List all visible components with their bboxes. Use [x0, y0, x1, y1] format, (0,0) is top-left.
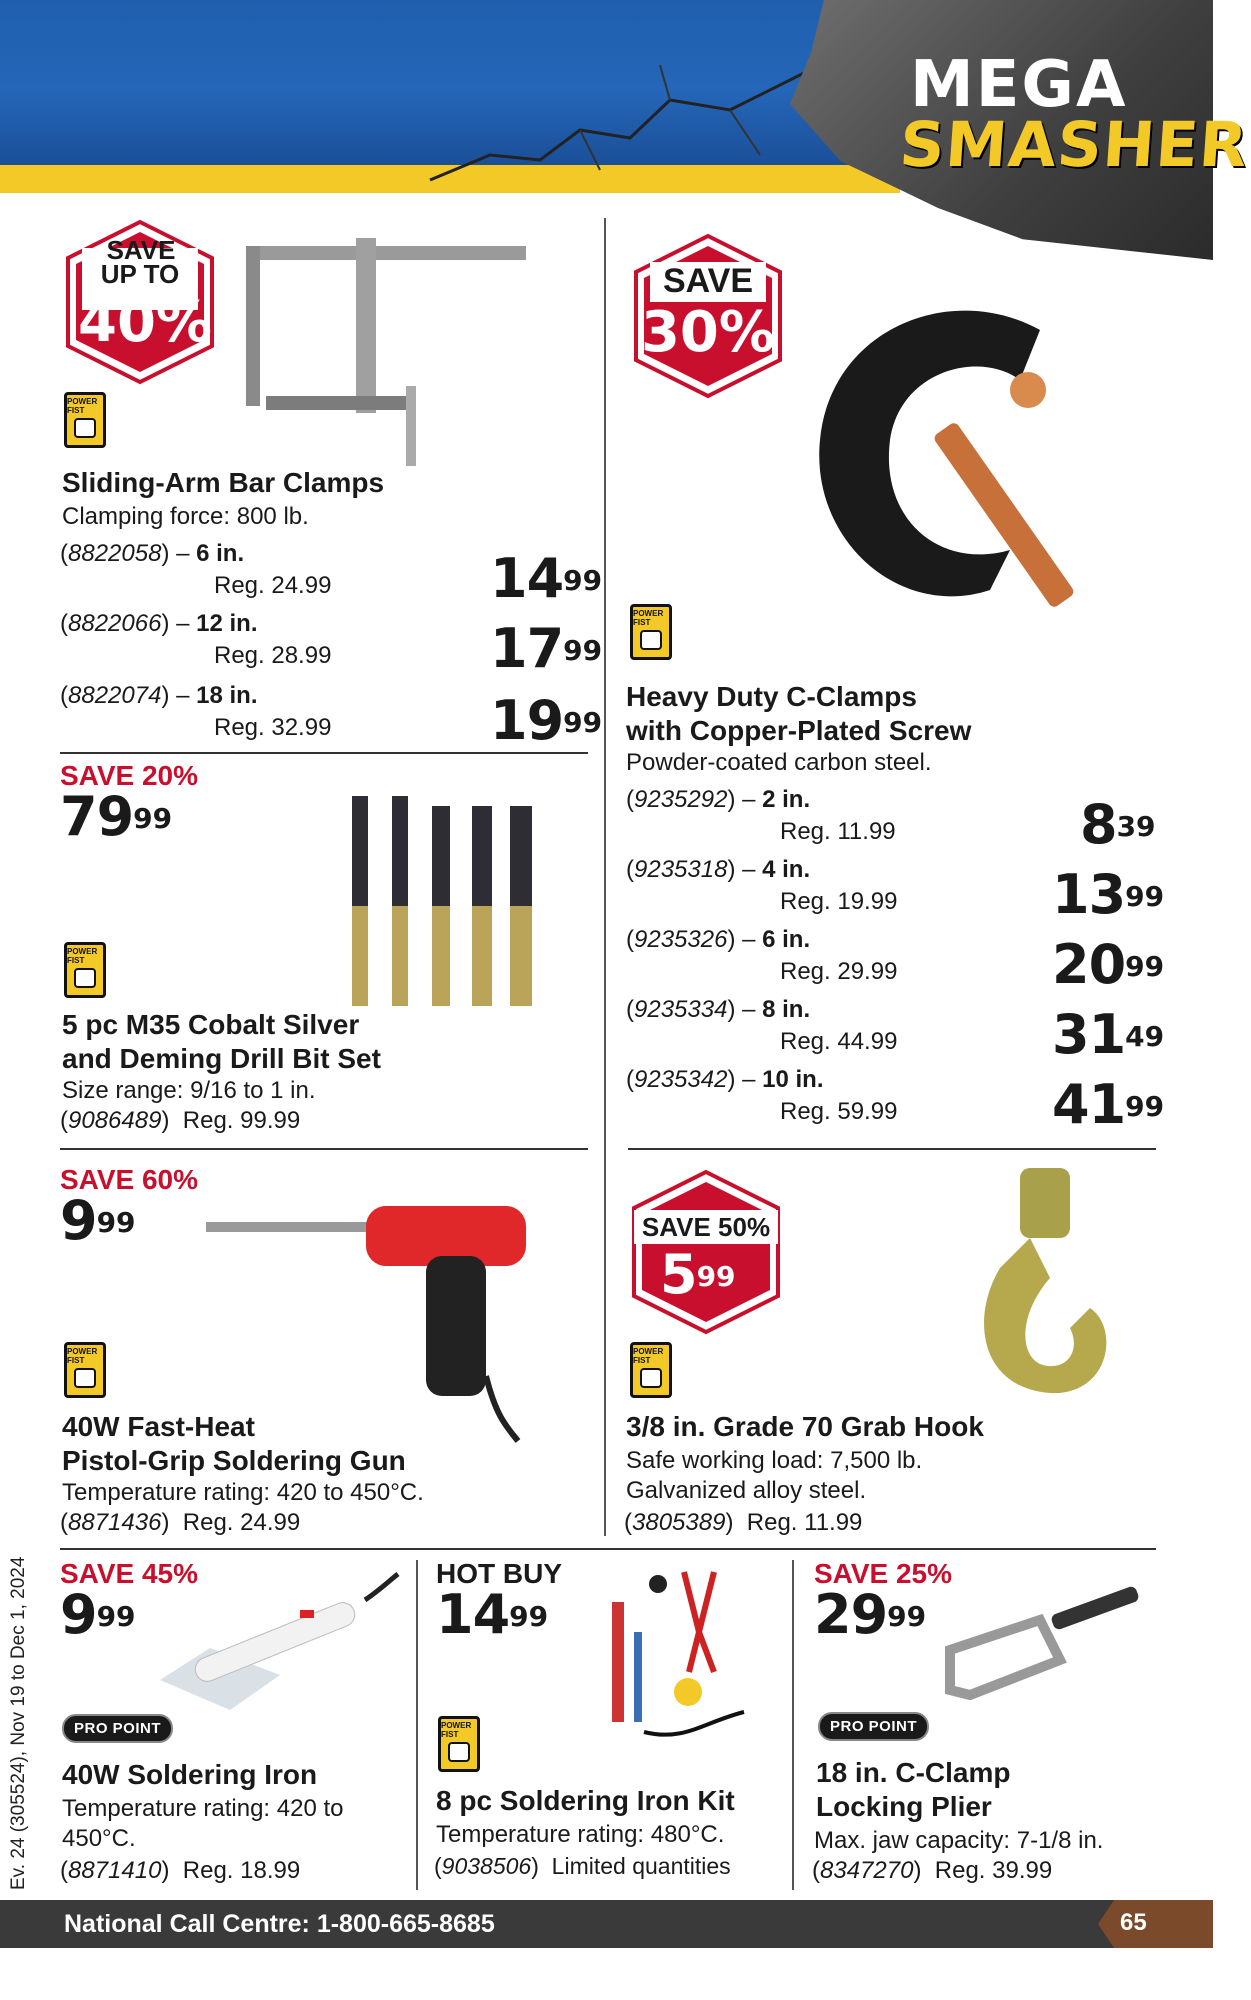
pro-point-logo: PRO POINT [818, 1712, 929, 1741]
product-title: 5 pc M35 Cobalt Silver [62, 1009, 360, 1040]
header-title-smasher: SMASHER [897, 108, 1251, 181]
sale-price: $79^{99}$ [60, 785, 173, 848]
sku-qty-line: (9038506) Limited quantities [434, 1853, 731, 1879]
badge-save-text: SAVE [106, 235, 176, 265]
sale-price: $29^{99}$ [814, 1583, 927, 1646]
hot-buy-label: HOT BUY [436, 1558, 562, 1589]
variant-sale-price: $19^{99}$ [490, 689, 603, 752]
badge-percent: 40% [78, 290, 213, 355]
save-label: SAVE 45% [60, 1558, 198, 1589]
product-title: Pistol-Grip Soldering Gun [62, 1445, 406, 1476]
variant-sku-line: (9235334) – 8 in. [626, 996, 811, 1023]
product-title: 8 pc Soldering Iron Kit [436, 1785, 735, 1816]
power-fist-logo: POWER FIST [64, 942, 106, 998]
power-fist-logo: POWER FIST [64, 1342, 106, 1398]
sale-price: $14^{99}$ [436, 1583, 549, 1646]
variant-sale-price: $13^{99}$ [1052, 863, 1165, 926]
variant-sale-price: $8^{39}$ [1080, 793, 1156, 856]
product-title: 3/8 in. Grade 70 Grab Hook [626, 1411, 984, 1442]
column-divider [416, 1560, 418, 1890]
drill-bits-image [340, 786, 540, 1016]
product-title: and Deming Drill Bit Set [62, 1043, 381, 1074]
product-desc: Galvanized alloy steel. [626, 1477, 867, 1504]
variant-reg-price: Reg. 24.99 [214, 572, 332, 599]
variant-sku-line: (9235292) – 2 in. [626, 786, 811, 813]
section-divider [60, 752, 588, 754]
header-title-mega: MEGA [910, 48, 1128, 122]
variant-reg-price: Reg. 11.99 [780, 818, 896, 845]
locking-plier-image [940, 1580, 1150, 1710]
power-fist-logo: POWER FIST [630, 604, 672, 660]
sku-reg-line: (3805389) Reg. 11.99 [624, 1509, 863, 1536]
sale-price: $9^{99}$ [60, 1189, 136, 1252]
product-desc: Powder-coated carbon steel. [626, 749, 932, 776]
variant-reg-price: Reg. 44.99 [780, 1028, 898, 1055]
sku-reg-line: (8347270) Reg. 39.99 [812, 1857, 1053, 1884]
badge-price: $5^{99}$ [660, 1243, 736, 1306]
variant-sku-line: (8822066) – 12 in. [60, 610, 258, 637]
product-title: Heavy Duty C-Clamps [626, 681, 917, 712]
variant-sale-price: $14^{99}$ [490, 547, 603, 610]
variant-sku-line: (9235318) – 4 in. [626, 856, 811, 883]
variant-sku-line: (9235326) – 6 in. [626, 926, 811, 953]
soldering-iron-image [150, 1570, 400, 1720]
section-divider [628, 1148, 1156, 1150]
save-label: SAVE 60% [60, 1164, 198, 1195]
section-divider [60, 1148, 588, 1150]
sku-reg-line: (8871436) Reg. 24.99 [60, 1509, 301, 1536]
product-title: 40W Fast-Heat [62, 1411, 255, 1442]
product-desc: Max. jaw capacity: 7-1/8 in. [814, 1827, 1104, 1854]
call-centre[interactable]: National Call Centre: 1-800-665-8685 [64, 1910, 495, 1938]
variant-reg-price: Reg. 19.99 [780, 888, 898, 915]
variant-reg-price: Reg. 29.99 [780, 958, 898, 985]
pro-point-logo: PRO POINT [62, 1714, 173, 1743]
section-divider [60, 1548, 1156, 1550]
product-title: 18 in. C-Clamp [816, 1757, 1011, 1788]
sku-reg-line: (9086489) Reg. 99.99 [60, 1107, 301, 1134]
product-desc: Temperature rating: 420 to 450°C. [62, 1479, 424, 1506]
soldering-kit-image [604, 1562, 754, 1752]
variant-sku-line: (9235342) – 10 in. [626, 1066, 824, 1093]
product-desc: Temperature rating: 480°C. [436, 1821, 725, 1848]
power-fist-logo: POWER FIST [438, 1716, 480, 1772]
c-clamp-image [790, 290, 1170, 710]
product-desc: Size range: 9/16 to 1 in. [62, 1077, 316, 1104]
variant-reg-price: Reg. 28.99 [214, 642, 332, 669]
variant-sale-price: $31^{49}$ [1052, 1003, 1165, 1066]
variant-reg-price: Reg. 32.99 [214, 714, 332, 741]
power-fist-logo: POWER FIST [630, 1342, 672, 1398]
sale-price: $9^{99}$ [60, 1583, 136, 1646]
badge-save-text: SAVE [662, 262, 754, 300]
power-fist-logo: POWER FIST [64, 392, 106, 448]
sku-reg-line: (8871410) Reg. 18.99 [60, 1857, 301, 1884]
product-desc: Temperature rating: 420 to [62, 1795, 344, 1822]
page-number-tab [1098, 1900, 1213, 1948]
variant-reg-price: Reg. 59.99 [780, 1098, 898, 1125]
product-desc: Safe working load: 7,500 lb. [626, 1447, 923, 1474]
page-number: 65 [1120, 1909, 1147, 1936]
save-label: SAVE 20% [60, 760, 198, 791]
soldering-gun-image [206, 1196, 536, 1446]
bar-clamp-image [236, 236, 546, 458]
variant-sku-line: (8822058) – 6 in. [60, 540, 245, 567]
variant-sale-price: $17^{99}$ [490, 617, 603, 680]
badge-save-text: SAVE 50% [641, 1212, 771, 1242]
product-title: 40W Soldering Iron [62, 1759, 318, 1790]
product-desc: Clamping force: 800 lb. [62, 503, 309, 530]
column-divider [604, 218, 606, 1536]
badge-upto-text: UP TO [100, 259, 180, 289]
badge-percent: 30% [640, 300, 776, 365]
variant-sku-line: (8822074) – 18 in. [60, 682, 258, 709]
column-divider [792, 1560, 794, 1890]
event-dates: Ev. 24 (305524), Nov 19 to Dec 1, 2024 [8, 1556, 29, 1890]
product-title: with Copper-Plated Screw [626, 715, 972, 746]
product-title: Locking Plier [816, 1791, 992, 1822]
variant-sale-price: $41^{99}$ [1052, 1073, 1165, 1136]
crack-graphic [430, 60, 810, 190]
variant-sale-price: $20^{99}$ [1052, 933, 1165, 996]
product-title: Sliding-Arm Bar Clamps [62, 467, 385, 498]
save-label: SAVE 25% [814, 1558, 952, 1589]
grab-hook-image [960, 1168, 1130, 1408]
product-desc: 450°C. [62, 1825, 136, 1852]
